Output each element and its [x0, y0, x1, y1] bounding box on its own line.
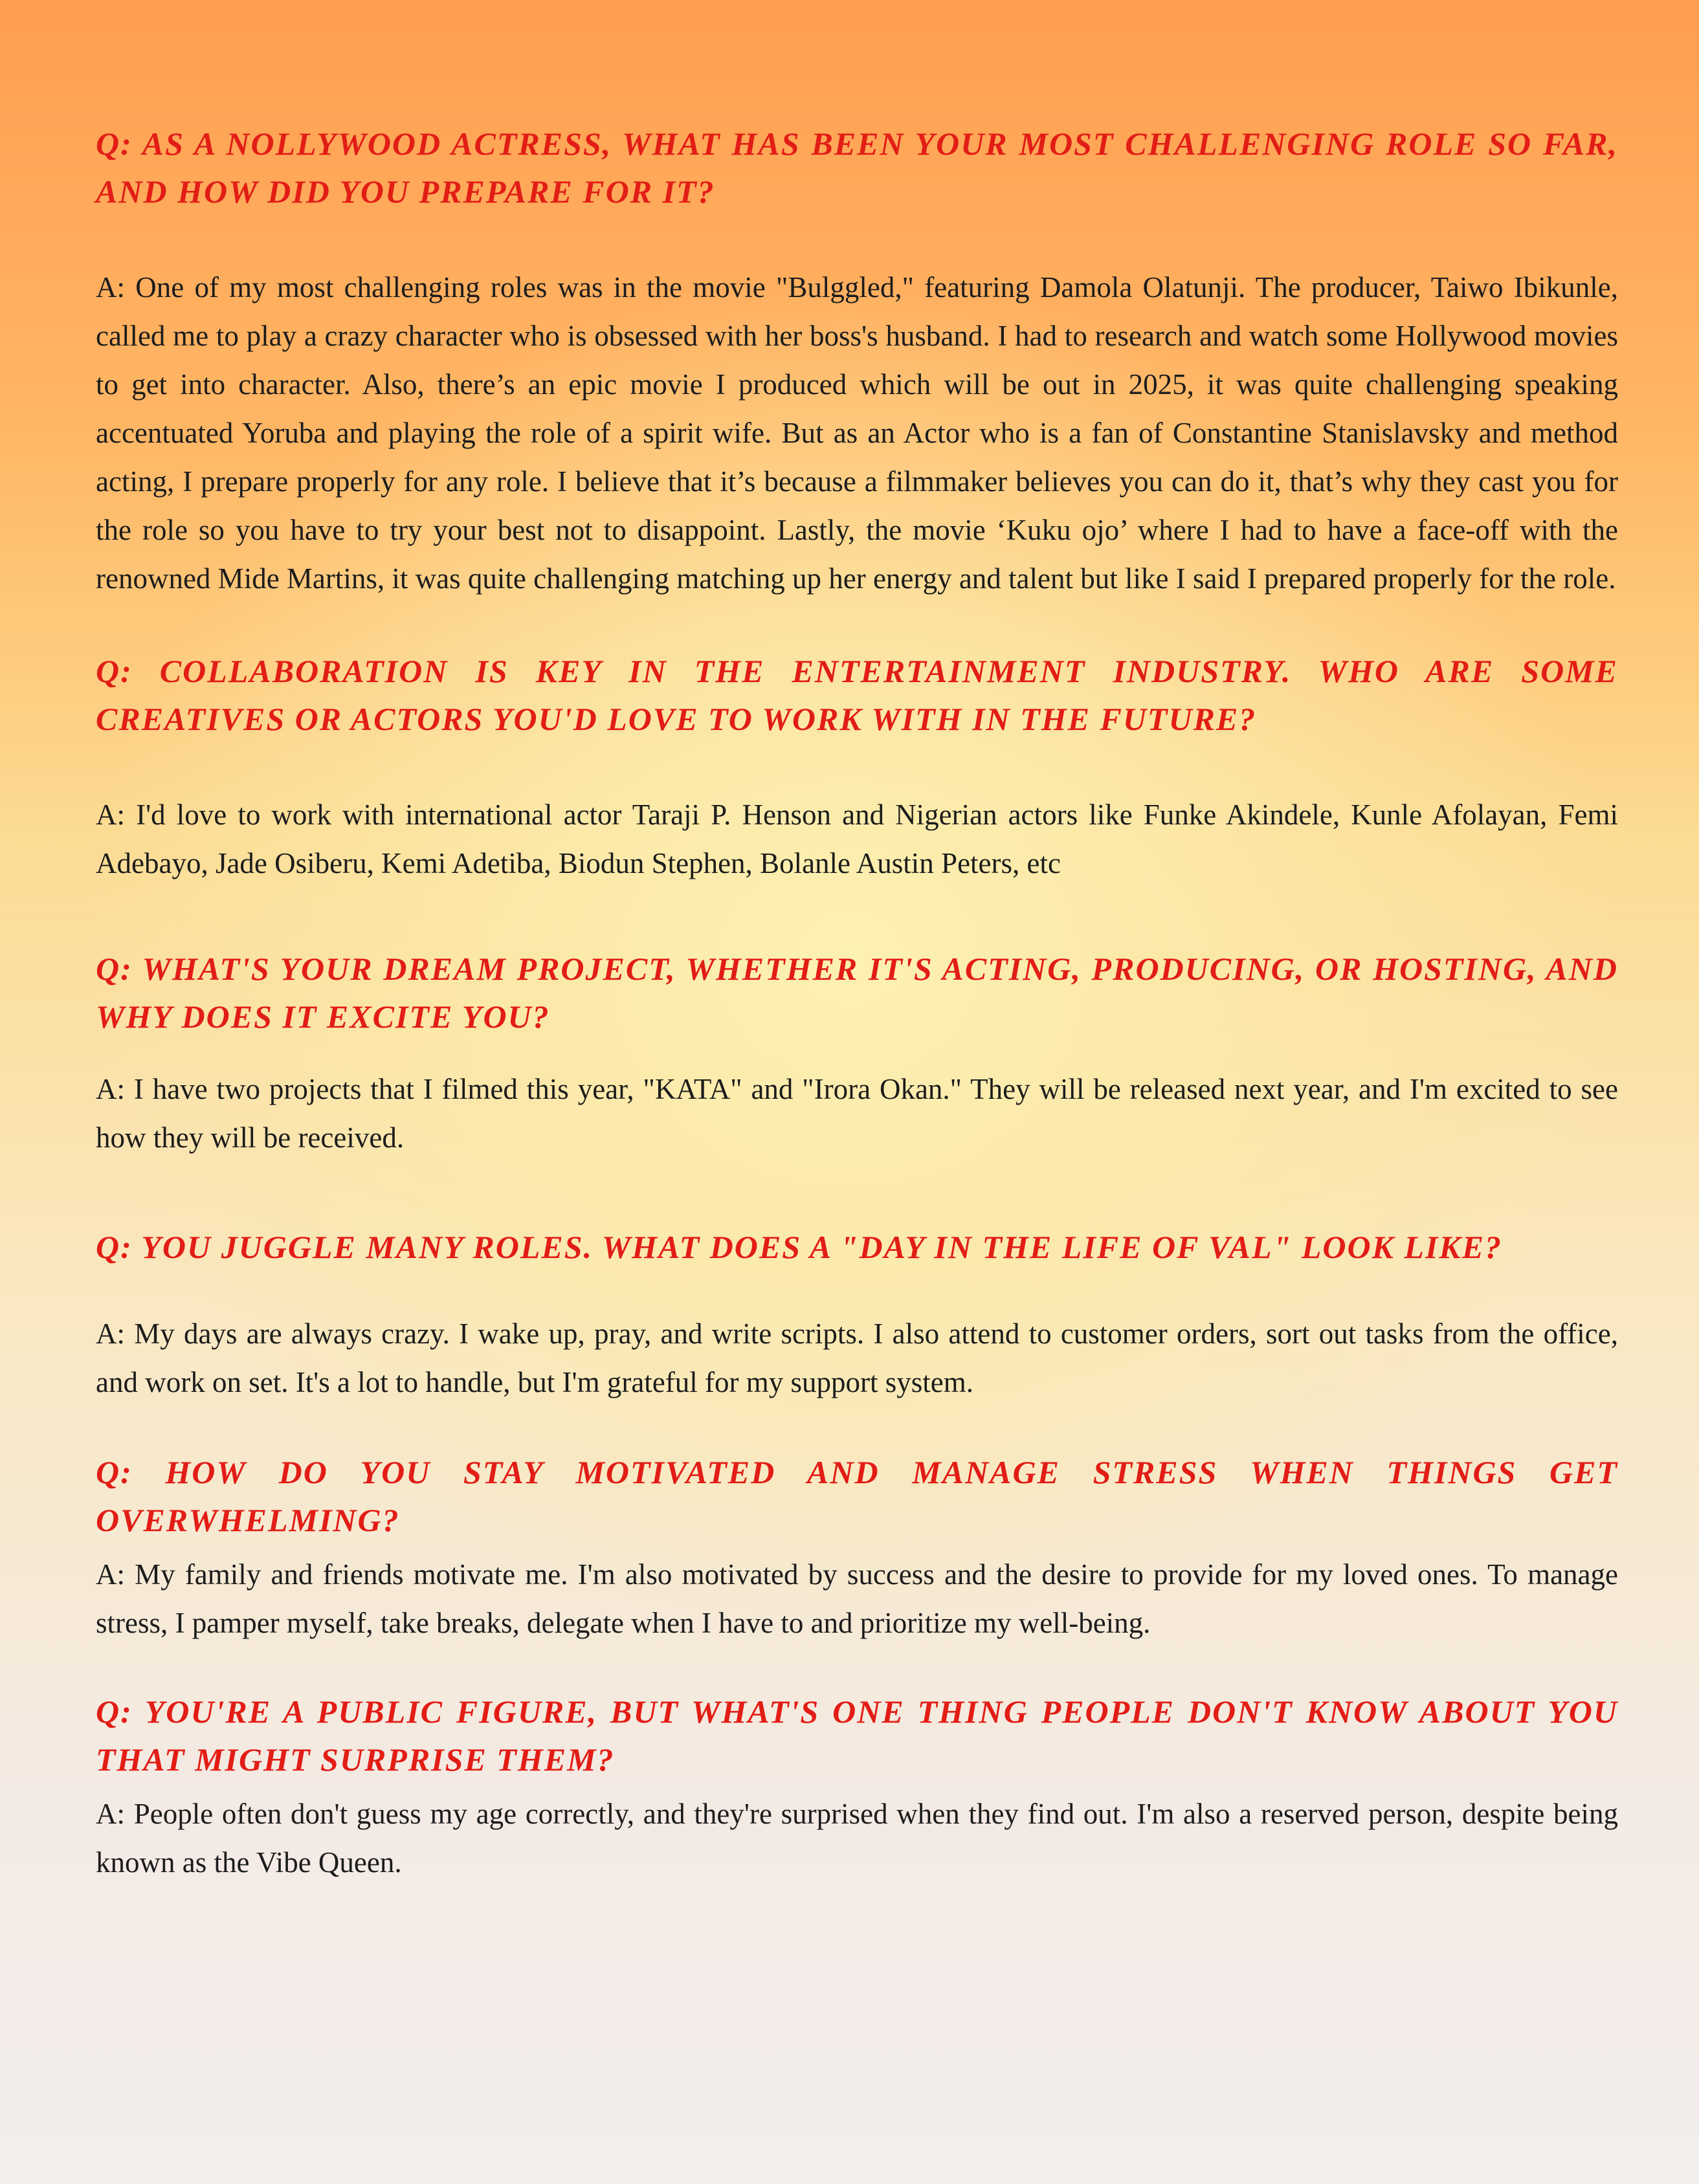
interview-page	[96, 120, 1618, 1887]
answer-paragraph: A: People often don't guess my age correctly, and they're surprised when they find out. I'm also a reserved person, despite being known as the Vibe Queen.	[96, 1798, 1618, 1879]
answer-paragraph: A: One of my most challenging roles was in the movie "Bulggled," featuring Damola Olatunji. The producer, Taiwo Ibikunle, called me to play a crazy character who is obsessed with her boss's husband. I had to research and watch some Hollywood movies to get into character. Also, there’s an epic movie I produced which will be out in 2025, it was quite challenging speaking accentuated Yoruba and playing the role of a spirit wife. But as an Actor who is a fan of Constantine Stanislavsky and method acting, I prepare properly for any role. I believe that it’s because a filmmaker believes you can do it, that’s why they cast you for the role so you have to try your best not to disappoint. Lastly, the movie ‘Kuku ojo’ where I had to have a face-off with the renowned Mide Martins, it was quite challenging matching up her energy and talent but like I said I prepared properly for the role.	[96, 271, 1618, 595]
question-heading: Q: WHAT'S YOUR DREAM PROJECT, WHETHER IT'S ACTING, PRODUCING, OR HOSTING, AND WHY DOES IT EXCITE YOU?	[96, 951, 1618, 1035]
question-heading: Q: AS A NOLLYWOOD ACTRESS, WHAT HAS BEEN YOUR MOST CHALLENGING ROLE SO FAR, AND HOW DID YOU PREPARE FOR IT?	[96, 126, 1618, 210]
answer-paragraph: A: My family and friends motivate me. I'm also motivated by success and the desire to provide for my loved ones. To manage stress, I pamper myself, take breaks, delegate when I have to and prioritize my well-being.	[96, 1558, 1618, 1639]
question-heading: Q: HOW DO YOU STAY MOTIVATED AND MANAGE STRESS WHEN THINGS GET OVERWHELMING?	[96, 1454, 1618, 1538]
answer-paragraph: A: I have two projects that I filmed this year, "KATA" and "Irora Okan." They will be released next year, and I'm excited to see how they will be received.	[96, 1073, 1618, 1154]
question-heading: Q: YOU JUGGLE MANY ROLES. WHAT DOES A "DAY IN THE LIFE OF VAL" LOOK LIKE?	[96, 1229, 1503, 1265]
qa-block-surprise-fact	[96, 1688, 1618, 1887]
qa-block-collaboration	[96, 647, 1618, 888]
qa-block-motivation	[96, 1448, 1618, 1648]
question-heading: Q: YOU'RE A PUBLIC FIGURE, BUT WHAT'S ONE THING PEOPLE DON'T KNOW ABOUT YOU THAT MIGHT SURPRISE THEM?	[96, 1693, 1618, 1778]
answer-paragraph: A: My days are always crazy. I wake up, pray, and write scripts. I also attend to customer orders, sort out tasks from the office, and work on set. It's a lot to handle, but I'm grateful for my support system.	[96, 1318, 1618, 1398]
qa-block-day-in-life	[96, 1223, 1618, 1407]
question-heading: Q: COLLABORATION IS KEY IN THE ENTERTAINMENT INDUSTRY. WHO ARE SOME CREATIVES OR ACTORS YOU'D LOVE TO WORK WITH IN THE FUTURE?	[96, 653, 1618, 737]
qa-block-dream-project	[96, 945, 1618, 1162]
answer-paragraph: A: I'd love to work with international actor Taraji P. Henson and Nigerian actors like Funke Akindele, Kunle Afolayan, Femi Adebayo, Jade Osiberu, Kemi Adetiba, Biodun Stephen, Bolanle Austin Peters, etc	[96, 799, 1618, 879]
qa-block-challenging-role	[96, 120, 1618, 603]
